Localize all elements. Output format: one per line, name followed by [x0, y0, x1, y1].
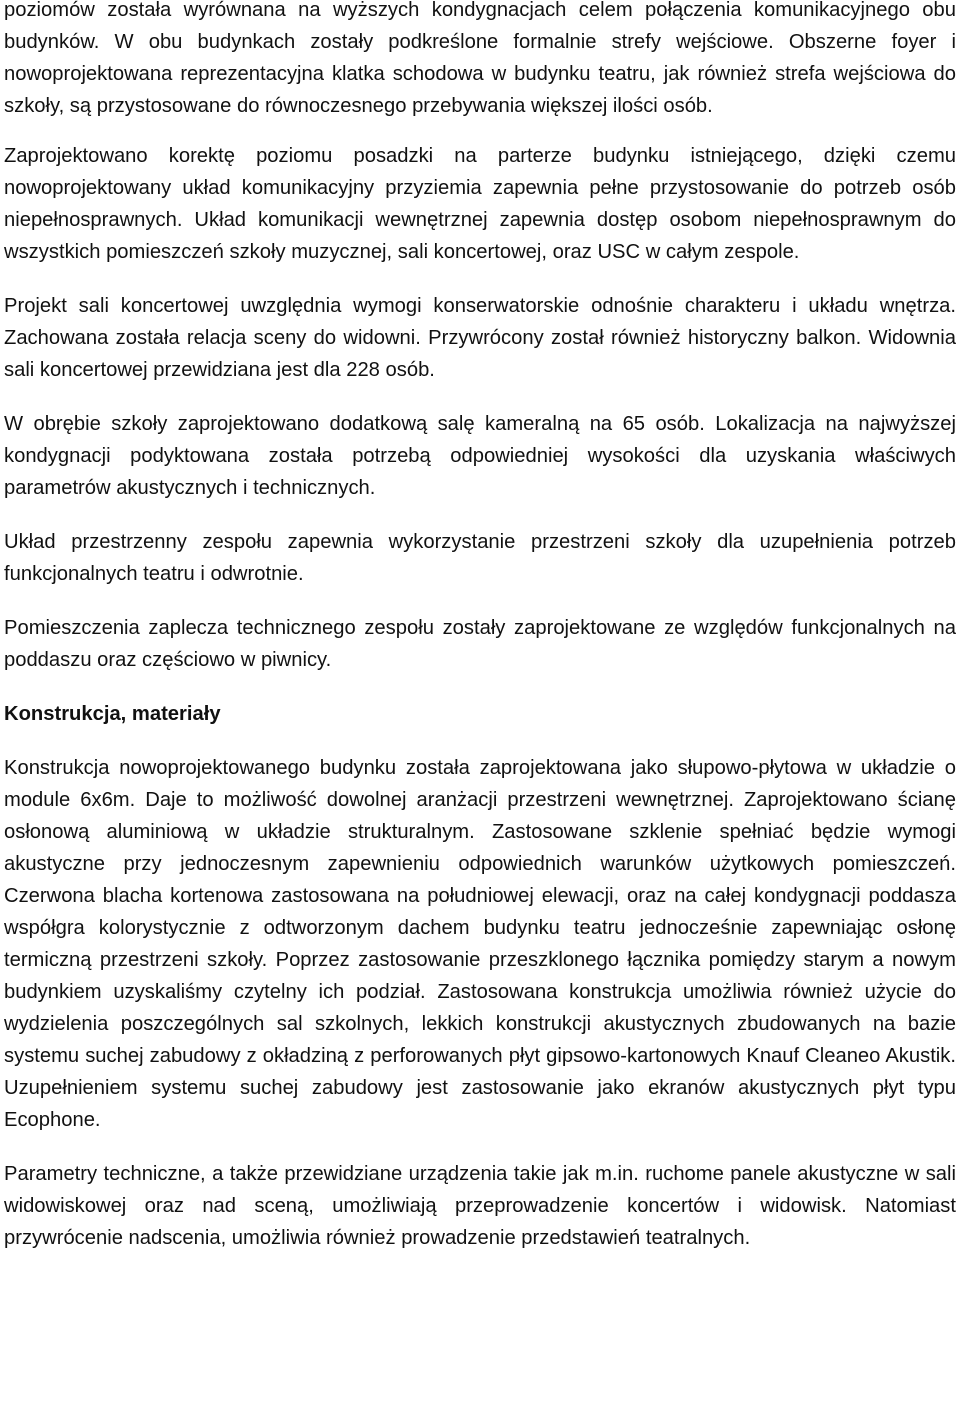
paragraph-chamber-hall: W obrębie szkoły zaprojektowano dodatkową salę kameralną na 65 osób. Lokalizacja na najwyższej kondygnacji podyktowana została potrzebą odpowiedniej wysokości dla uzyskania właściwych parametrów akustycznych i technicznych.	[4, 413, 956, 499]
paragraph-construction-materials: Konstrukcja nowoprojektowanego budynku została zaprojektowana jako słupowo-płytowa w układzie o module 6x6m. Daje to możliwość dowolnej aranżacji przestrzeni wewnętrznej. Zaprojektowano ścianę osłonową aluminiową w układzie strukturalnym. Zastosowane szklenie spełniać będzie wymogi akustyczne przy jednoczesnym zapewnieniu odpowiednich warunków użytkowych pomieszczeń. Czerwona blacha kortenowa zastosowana na południowej elewacji, oraz na całej kondygnacji poddasza współgra kolorystycznie z odtworzonym dachem budynku teatru jednocześnie zapewniając osłonę termiczną przestrzeni szkoły. Poprzez zastosowanie przeszklonego łącznika pomiędzy starym a nowym budynkiem uzyskaliśmy czytelny ich podział. Zastosowana konstrukcja umożliwia również użycie do wydzielenia poszczególnych sal szkolnych, lekkich konstrukcji akustycznych zbudowanych na bazie systemu suchej zabudowy z okładziną z perforowanych płyt gipsowo-kartonowych Knauf Cleaneo Akustik. Uzupełnieniem systemu suchej zabudowy jest zastosowanie jako ekranów akustycznych płyt typu Ecophone.	[4, 757, 956, 1131]
paragraph-floor-level-correction: Zaprojektowano korektę poziomu posadzki na parterze budynku istniejącego, dzięki czemu nowoprojektowany układ komunikacyjny przyziemia zapewnia pełne przystosowanie do potrzeb osób niepełnosprawnych. Układ komunikacji wewnętrznej zapewnia dostęp osobom niepełnosprawnym do wszystkich pomieszczeń szkoły muzycznej, sali koncertowej, oraz USC w całym zespole.	[4, 145, 956, 263]
paragraph-accessibility-entrances: poziomów została wyrównana na wyższych kondygnacjach celem połączenia komunikacyjnego obu budynków. W obu budynkach zostały podkreślone formalnie strefy wejściowe. Obszerne foyer i nowoprojektowana reprezentacyjna klatka schodowa w budynku teatru, jak również strefa wejściowa do szkoły, są przystosowane do równoczesnego przebywania większej ilości osób.	[4, 0, 956, 117]
paragraph-technical-rooms: Pomieszczenia zaplecza technicznego zespołu zostały zaprojektowane ze względów funkcjonalnych na poddaszu oraz częściowo w piwnicy.	[4, 617, 956, 671]
section-heading-construction: Konstrukcja, materiały	[4, 703, 221, 725]
paragraph-technical-parameters: Parametry techniczne, a także przewidziane urządzenia takie jak m.in. ruchome panele akustyczne w sali widowiskowej oraz nad sceną, umożliwiają przeprowadzenie koncertów i widowisk. Natomiast przywrócenie nadscenia, umożliwia również prowadzenie przedstawień teatralnych.	[4, 1163, 956, 1249]
paragraph-spatial-layout: Układ przestrzenny zespołu zapewnia wykorzystanie przestrzeni szkoły dla uzupełnienia potrzeb funkcjonalnych teatru i odwrotnie.	[4, 531, 956, 585]
paragraph-concert-hall: Projekt sali koncertowej uwzględnia wymogi konserwatorskie odnośnie charakteru i układu wnętrza. Zachowana została relacja sceny do widowni. Przywrócony został również historyczny balkon. Widownia sali koncertowej przewidziana jest dla 228 osób.	[4, 295, 956, 381]
